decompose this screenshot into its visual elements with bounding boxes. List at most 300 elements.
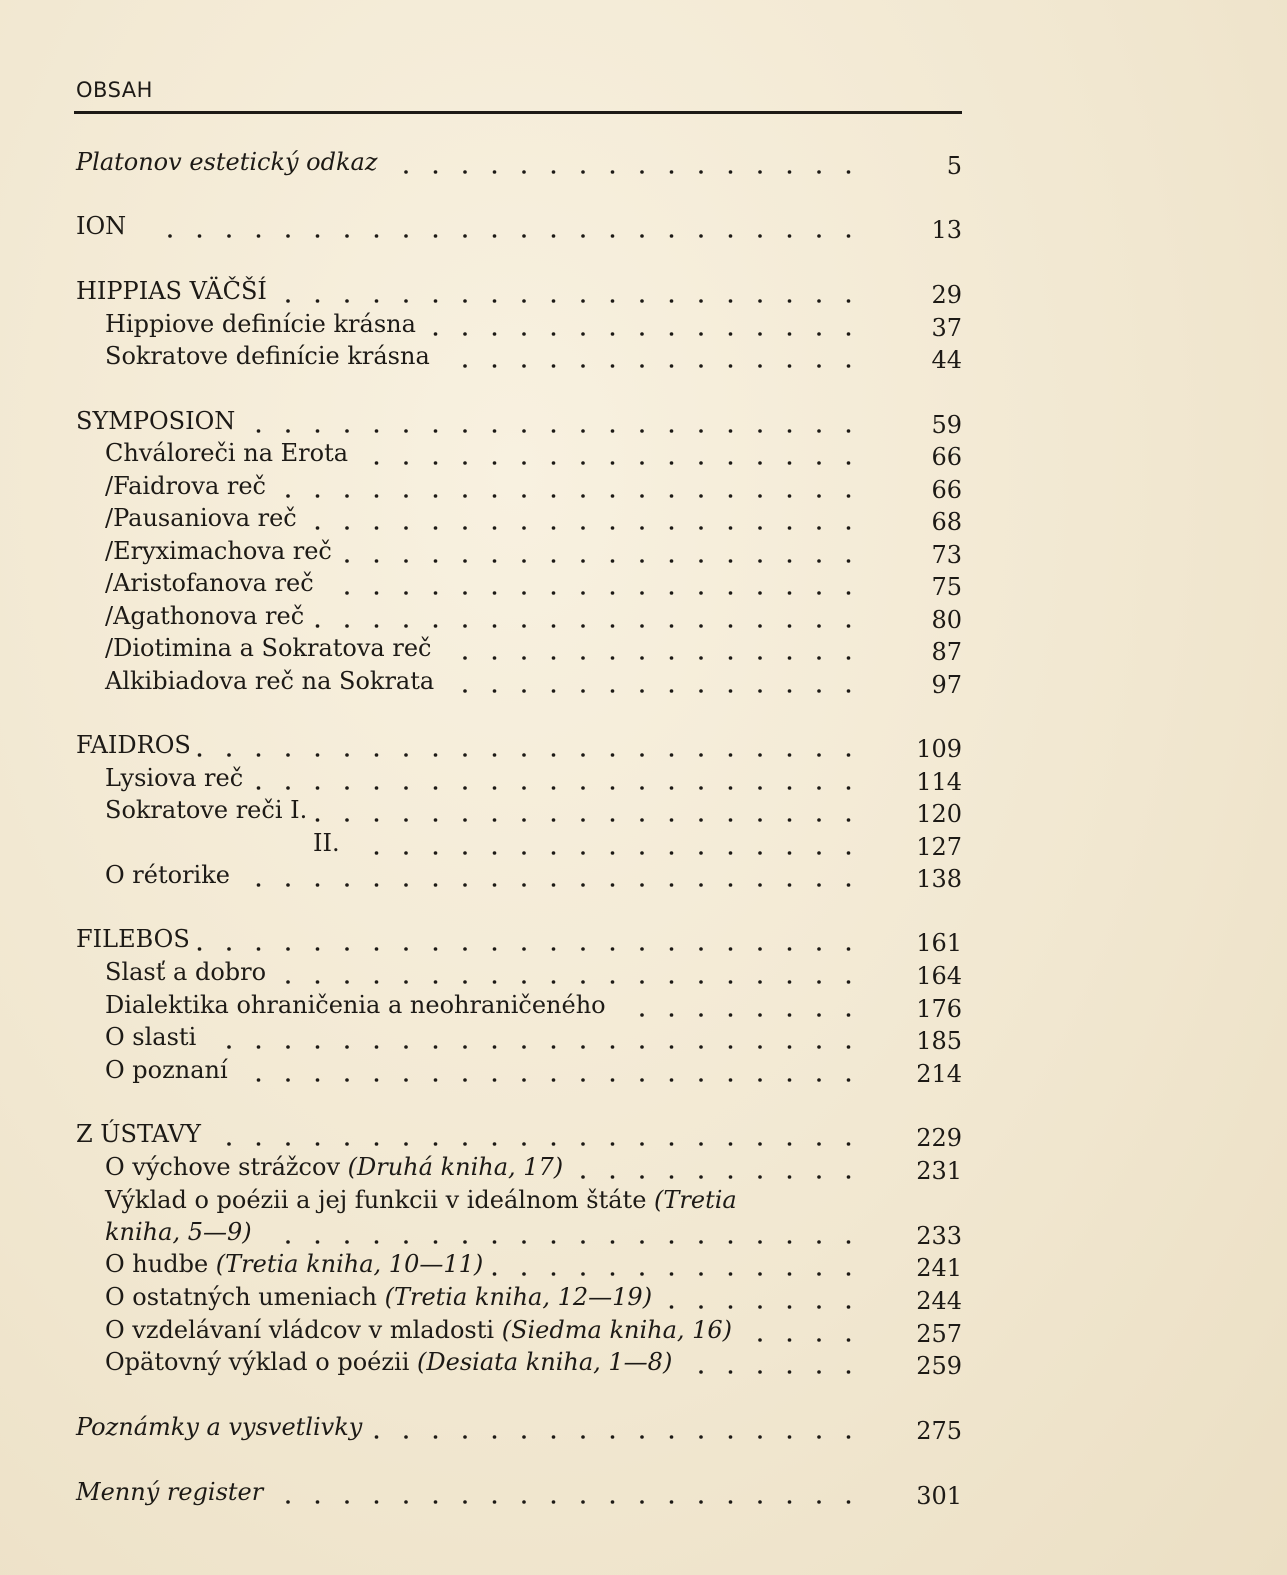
- toc-entry-note: (Tretia kniha, 12—19): [384, 1283, 653, 1311]
- leader-dot: [434, 883, 438, 887]
- leader-dot: [699, 1045, 703, 1049]
- leader-dot: [847, 559, 851, 563]
- leader-dot: [434, 1500, 438, 1504]
- leader-dots: [105, 1053, 962, 1087]
- leader-dot: [788, 526, 792, 530]
- leader-dot: [611, 689, 615, 693]
- leader-dot: [670, 1435, 674, 1439]
- leader-dot: [611, 364, 615, 368]
- leader-dot: [227, 947, 231, 951]
- leader-dot: [817, 429, 821, 433]
- leader-dot: [640, 1142, 644, 1146]
- leader-dot: [375, 559, 379, 563]
- leader-dot: [434, 1435, 438, 1439]
- leader-dot: [552, 1240, 556, 1244]
- leader-dot: [729, 494, 733, 498]
- leader-dot: [847, 689, 851, 693]
- leader-dot: [611, 1240, 615, 1244]
- toc-entry-title: SYMPOSION: [76, 407, 236, 435]
- toc-entry-page: 5: [946, 152, 962, 180]
- leader-dot: [670, 170, 674, 174]
- leader-dot: [817, 170, 821, 174]
- leader-dot: [522, 170, 526, 174]
- leader-dot: [699, 851, 703, 855]
- leader-dot: [463, 364, 467, 368]
- toc-entry-title: /Agathonova reč: [105, 602, 305, 630]
- leader-dot: [699, 234, 703, 238]
- toc-entry-title: O rétorike: [105, 861, 230, 889]
- leader-dot: [522, 364, 526, 368]
- leader-dot: [316, 947, 320, 951]
- leader-dot: [729, 559, 733, 563]
- leader-dot: [758, 1175, 762, 1179]
- leader-dot: [699, 526, 703, 530]
- toc-entry: [105, 599, 962, 633]
- leader-dot: [404, 851, 408, 855]
- toc-entry-page: 176: [916, 995, 962, 1023]
- toc-entry: [105, 858, 962, 892]
- toc-entry-title: O hudbe (Tretia kniha, 10—11): [105, 1250, 484, 1278]
- leader-dot: [404, 1500, 408, 1504]
- leader-dot: [581, 656, 585, 660]
- leader-dot: [463, 786, 467, 790]
- toc-entry: [105, 469, 962, 503]
- leader-dot: [788, 1175, 792, 1179]
- leader-dot: [375, 1240, 379, 1244]
- leader-dot: [522, 947, 526, 951]
- leader-dot: [817, 753, 821, 757]
- leader-dot: [375, 753, 379, 757]
- leader-dot: [729, 1305, 733, 1309]
- leader-dot: [788, 1240, 792, 1244]
- leader-dot: [345, 1045, 349, 1049]
- leader-dot: [581, 1078, 585, 1082]
- leader-dot: [257, 1078, 261, 1082]
- leader-dot: [817, 1338, 821, 1342]
- leader-dot: [552, 526, 556, 530]
- leader-dot: [699, 170, 703, 174]
- leader-dot: [817, 526, 821, 530]
- leader-dot: [640, 753, 644, 757]
- leader-dot: [788, 1500, 792, 1504]
- leader-dot: [699, 1013, 703, 1017]
- leader-dot: [729, 591, 733, 595]
- leader-dot: [404, 1435, 408, 1439]
- leader-dot: [817, 689, 821, 693]
- leader-dot: [817, 980, 821, 984]
- leader-dot: [404, 947, 408, 951]
- leader-dot: [788, 1272, 792, 1276]
- toc-entry-title: O výchove strážcov (Druhá kniha, 17): [105, 1153, 564, 1181]
- leader-dot: [522, 299, 526, 303]
- toc-entry-note: (Siedma kniha, 16): [501, 1316, 733, 1344]
- leader-dot: [847, 1045, 851, 1049]
- toc-entry: [76, 145, 962, 179]
- leader-dot: [493, 1500, 497, 1504]
- leader-dot: [729, 656, 733, 660]
- leader-dot: [670, 1142, 674, 1146]
- toc-entry: [105, 1215, 962, 1249]
- leader-dot: [404, 753, 408, 757]
- leader-dot: [581, 170, 585, 174]
- leader-dot: [227, 753, 231, 757]
- toc-entry: [105, 955, 962, 989]
- leader-dot: [552, 818, 556, 822]
- leader-dot: [316, 494, 320, 498]
- leader-dot: [286, 1500, 290, 1504]
- leader-dot: [316, 1240, 320, 1244]
- leader-dot: [257, 947, 261, 951]
- leader-dot: [847, 1272, 851, 1276]
- leader-dot: [817, 624, 821, 628]
- leader-dot: [316, 1500, 320, 1504]
- toc-entry-page: 229: [916, 1124, 962, 1152]
- toc-entry-page: 66: [931, 443, 962, 471]
- toc-entry-title: /Pausaniova reč: [105, 504, 297, 532]
- leader-dot: [404, 299, 408, 303]
- leader-dot: [198, 753, 202, 757]
- leader-dot: [817, 1013, 821, 1017]
- leader-dot: [847, 494, 851, 498]
- leader-dot: [729, 461, 733, 465]
- leader-dot: [581, 332, 585, 336]
- leader-dot: [375, 526, 379, 530]
- leader-dot: [699, 1272, 703, 1276]
- leader-dot: [404, 1078, 408, 1082]
- leader-dot: [375, 980, 379, 984]
- leader-dot: [345, 591, 349, 595]
- leader-dot: [611, 332, 615, 336]
- leader-dot: [345, 980, 349, 984]
- leader-dot: [552, 559, 556, 563]
- toc-entry-page: 73: [931, 541, 962, 569]
- leader-dot: [345, 299, 349, 303]
- leader-dot: [463, 753, 467, 757]
- leader-dot: [375, 461, 379, 465]
- leader-dots: [76, 209, 962, 243]
- leader-dot: [345, 234, 349, 238]
- leader-dot: [227, 234, 231, 238]
- leader-dot: [640, 494, 644, 498]
- toc-entry: [105, 307, 962, 341]
- leader-dot: [611, 818, 615, 822]
- leader-dot: [463, 851, 467, 855]
- leader-dot: [345, 753, 349, 757]
- toc-entry-page: 114: [916, 768, 962, 796]
- leader-dot: [345, 818, 349, 822]
- leader-dot: [817, 461, 821, 465]
- leader-dot: [434, 818, 438, 822]
- leader-dot: [493, 526, 497, 530]
- leader-dot: [581, 234, 585, 238]
- leader-dot: [257, 1142, 261, 1146]
- leader-dot: [817, 818, 821, 822]
- toc-entry-page: 29: [931, 281, 962, 309]
- leader-dot: [729, 170, 733, 174]
- leader-dot: [847, 1435, 851, 1439]
- leader-dot: [493, 980, 497, 984]
- leader-dot: [788, 494, 792, 498]
- leader-dot: [758, 818, 762, 822]
- leader-dot: [758, 1305, 762, 1309]
- leader-dot: [699, 1078, 703, 1082]
- leader-dot: [493, 591, 497, 595]
- leader-dot: [611, 1078, 615, 1082]
- leader-dot: [729, 1272, 733, 1276]
- leader-dot: [434, 429, 438, 433]
- leader-dot: [404, 494, 408, 498]
- leader-dot: [699, 1435, 703, 1439]
- leader-dot: [522, 461, 526, 465]
- toc-entry: [105, 436, 962, 470]
- leader-dot: [847, 1500, 851, 1504]
- leader-dot: [847, 786, 851, 790]
- leader-dot: [345, 1078, 349, 1082]
- leader-dot: [552, 1500, 556, 1504]
- leader-dot: [434, 234, 438, 238]
- leader-dot: [640, 689, 644, 693]
- leader-dot: [699, 591, 703, 595]
- leader-dot: [434, 559, 438, 563]
- leader-dot: [257, 786, 261, 790]
- leader-dot: [522, 624, 526, 628]
- leader-dot: [699, 1240, 703, 1244]
- leader-dot: [670, 1305, 674, 1309]
- leader-dot: [463, 689, 467, 693]
- toc-entry-note: (Tretia kniha, 10—11): [215, 1250, 484, 1278]
- leader-dot: [670, 461, 674, 465]
- toc-entry-page: 44: [931, 346, 962, 374]
- leader-dot: [758, 299, 762, 303]
- toc-entry-title: Slasť a dobro: [105, 958, 267, 986]
- leader-dot: [375, 818, 379, 822]
- leader-dot: [581, 494, 585, 498]
- toc-entry-title: Dialektika ohraničenia a neohraničeného: [105, 991, 606, 1019]
- leader-dot: [788, 1370, 792, 1374]
- leader-dot: [345, 1500, 349, 1504]
- leader-dot: [640, 170, 644, 174]
- leader-dot: [699, 299, 703, 303]
- leader-dot: [670, 526, 674, 530]
- leader-dot: [552, 786, 556, 790]
- leader-dot: [375, 851, 379, 855]
- toc-entry-title: Sokratove definície krásna: [105, 342, 430, 370]
- toc-entry: [105, 1247, 962, 1281]
- leader-dot: [404, 559, 408, 563]
- leader-dot: [788, 1305, 792, 1309]
- leader-dot: [729, 980, 733, 984]
- leader-dot: [463, 461, 467, 465]
- leader-dot: [817, 1240, 821, 1244]
- leader-dot: [758, 1078, 762, 1082]
- leader-dot: [552, 591, 556, 595]
- leader-dot: [434, 624, 438, 628]
- leader-dot: [463, 234, 467, 238]
- leader-dot: [434, 947, 438, 951]
- toc-entry: [105, 1313, 962, 1347]
- leader-dot: [670, 980, 674, 984]
- leader-dot: [611, 786, 615, 790]
- toc-entry-page: 37: [931, 314, 962, 342]
- leader-dot: [227, 1045, 231, 1049]
- leader-dot: [581, 1240, 585, 1244]
- leader-dot: [493, 299, 497, 303]
- leader-dot: [670, 234, 674, 238]
- toc-entry-page: 120: [916, 800, 962, 828]
- toc-entry: [105, 339, 962, 373]
- leader-dot: [286, 234, 290, 238]
- leader-dot: [847, 461, 851, 465]
- toc-entry: [105, 664, 962, 698]
- leader-dots: [76, 922, 962, 956]
- leader-dot: [552, 1435, 556, 1439]
- leader-dot: [817, 851, 821, 855]
- leader-dot: [463, 1500, 467, 1504]
- leader-dot: [552, 299, 556, 303]
- toc-entry-page: 87: [931, 638, 962, 666]
- leader-dot: [581, 753, 585, 757]
- leader-dot: [552, 1272, 556, 1276]
- leader-dot: [404, 526, 408, 530]
- leader-dot: [434, 170, 438, 174]
- toc-entry-title: FAIDROS: [76, 731, 191, 759]
- toc-entry: [105, 1183, 962, 1217]
- toc-entry: [105, 793, 962, 827]
- leader-dot: [817, 591, 821, 595]
- leader-dot: [640, 1078, 644, 1082]
- toc-entry-page: 68: [931, 508, 962, 536]
- leader-dot: [286, 299, 290, 303]
- leader-dot: [286, 1240, 290, 1244]
- leader-dot: [316, 624, 320, 628]
- leader-dot: [640, 818, 644, 822]
- leader-dot: [817, 1370, 821, 1374]
- leader-dot: [699, 332, 703, 336]
- leader-dot: [552, 1078, 556, 1082]
- leader-dot: [729, 1370, 733, 1374]
- leader-dot: [286, 1045, 290, 1049]
- leader-dot: [847, 1240, 851, 1244]
- leader-dot: [758, 461, 762, 465]
- leader-dot: [581, 1435, 585, 1439]
- leader-dot: [552, 689, 556, 693]
- toc-entry: [76, 922, 962, 956]
- leader-dot: [758, 851, 762, 855]
- leader-dot: [581, 1045, 585, 1049]
- leader-dot: [729, 818, 733, 822]
- toc-entry-page: 66: [931, 476, 962, 504]
- leader-dot: [788, 656, 792, 660]
- leader-dot: [404, 624, 408, 628]
- leader-dot: [375, 234, 379, 238]
- leader-dot: [788, 624, 792, 628]
- leader-dot: [463, 494, 467, 498]
- toc-entry-page: 97: [931, 671, 962, 699]
- leader-dot: [758, 1338, 762, 1342]
- leader-dot: [670, 429, 674, 433]
- leader-dot: [611, 234, 615, 238]
- leader-dot: [611, 1435, 615, 1439]
- toc-entry-title: ION: [76, 212, 127, 240]
- leader-dot: [581, 591, 585, 595]
- leader-dot: [404, 234, 408, 238]
- leader-dot: [640, 980, 644, 984]
- leader-dot: [758, 1142, 762, 1146]
- leader-dot: [552, 364, 556, 368]
- leader-dot: [404, 170, 408, 174]
- leader-dot: [316, 299, 320, 303]
- leader-dot: [316, 1045, 320, 1049]
- leader-dot: [817, 947, 821, 951]
- leader-dot: [434, 1240, 438, 1244]
- leader-dot: [522, 1500, 526, 1504]
- leader-dot: [817, 1500, 821, 1504]
- leader-dot: [198, 947, 202, 951]
- toc-entry: [76, 274, 962, 308]
- leader-dot: [345, 624, 349, 628]
- leader-dot: [817, 1435, 821, 1439]
- toc-entry-title: /Diotimina a Sokratova reč: [105, 634, 432, 662]
- leader-dot: [227, 1142, 231, 1146]
- toc-entry: [105, 631, 962, 665]
- leader-dot: [345, 883, 349, 887]
- leader-dot: [670, 656, 674, 660]
- leader-dot: [434, 980, 438, 984]
- leader-dot: [729, 624, 733, 628]
- toc-entry: [76, 728, 962, 762]
- toc-entry-title: O ostatných umeniach (Tretia kniha, 12—19): [105, 1283, 653, 1311]
- toc-entry: [105, 1020, 962, 1054]
- leader-dot: [699, 494, 703, 498]
- leader-dot: [522, 1240, 526, 1244]
- leader-dot: [375, 947, 379, 951]
- toc-entry-title: Z ÚSTAVY: [76, 1120, 201, 1148]
- leader-dot: [758, 234, 762, 238]
- leader-dot: [817, 494, 821, 498]
- leader-dot: [699, 364, 703, 368]
- toc-entry-page: 241: [916, 1254, 962, 1282]
- leader-dot: [817, 1142, 821, 1146]
- leader-dot: [375, 786, 379, 790]
- leader-dot: [847, 753, 851, 757]
- toc-entry-title: Výklad o poézii a jej funkcii v ideálnom štáte (Tretia: [105, 1186, 737, 1214]
- leader-dot: [257, 1045, 261, 1049]
- leader-dot: [640, 851, 644, 855]
- leader-dot: [257, 429, 261, 433]
- leader-dot: [640, 429, 644, 433]
- leader-dot: [817, 883, 821, 887]
- leader-dot: [699, 461, 703, 465]
- toc-entry-title: Alkibiadova reč na Sokrata: [105, 667, 435, 695]
- leader-dot: [640, 364, 644, 368]
- leader-dot: [788, 883, 792, 887]
- toc-entry: [105, 761, 962, 795]
- toc-entry-title: O poznaní: [105, 1056, 228, 1084]
- leader-dot: [463, 526, 467, 530]
- leader-dot: [493, 883, 497, 887]
- leader-dot: [670, 818, 674, 822]
- leader-dot: [788, 689, 792, 693]
- leader-dot: [847, 1175, 851, 1179]
- leader-dot: [699, 818, 703, 822]
- leader-dot: [581, 364, 585, 368]
- leader-dot: [729, 883, 733, 887]
- toc-entry-page: 233: [916, 1222, 962, 1250]
- leader-dot: [463, 429, 467, 433]
- leader-dot: [493, 1078, 497, 1082]
- leader-dot: [404, 429, 408, 433]
- leader-dot: [729, 234, 733, 238]
